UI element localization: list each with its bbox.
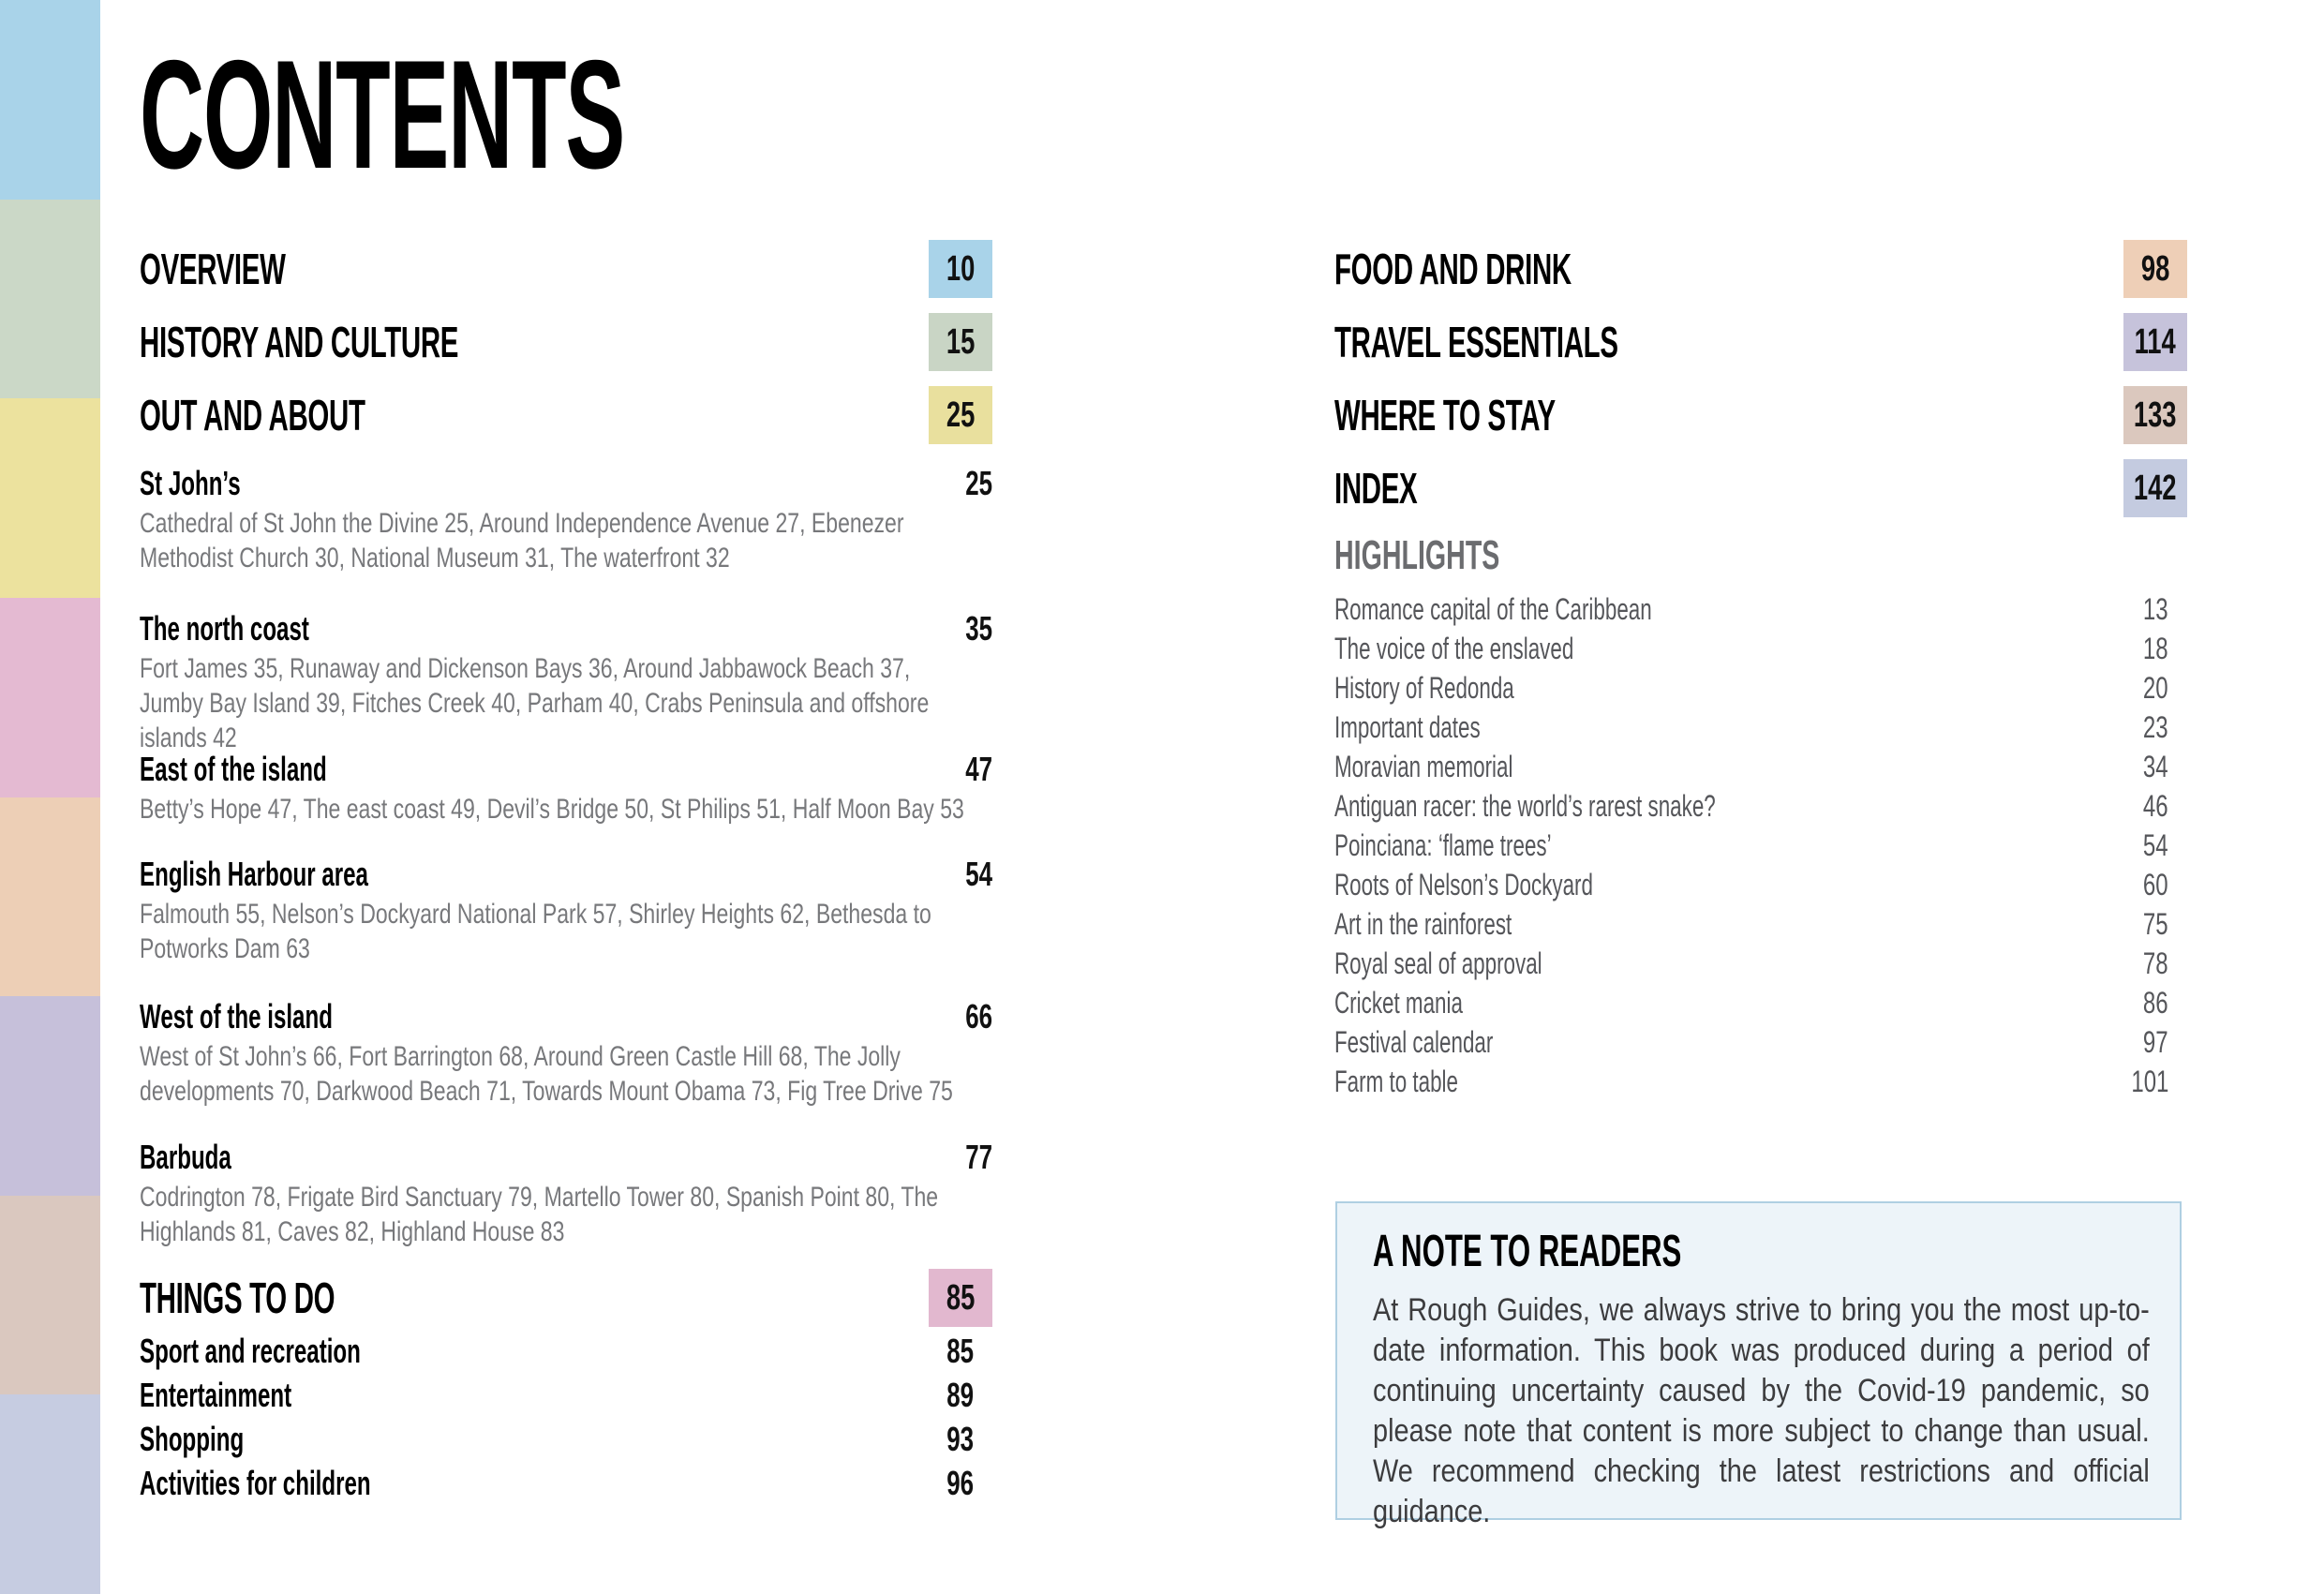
highlight-label: Poinciana: ‘flame trees’	[1334, 827, 1552, 862]
subsection-description: Falmouth 55, Nelson’s Dockyard National Park 57, Shirley Heights 62, Bethesda to Potworks Dam 63	[140, 899, 931, 964]
item-label: Shopping	[140, 1419, 245, 1458]
note-title: A NOTE TO READERS	[1373, 1227, 1682, 1276]
highlight-item[interactable]	[1334, 826, 2168, 865]
highlight-label: Festival calendar	[1334, 1024, 1494, 1059]
subsection-title: St John’s	[140, 464, 241, 502]
highlights-list	[1334, 589, 2168, 1101]
right-column	[1334, 0, 2187, 1594]
subsection-title: West of the island	[140, 997, 333, 1035]
toc-section-travel-essentials[interactable]	[1334, 313, 2187, 371]
highlight-item[interactable]	[1334, 944, 2168, 983]
highlight-label: Roots of Nelson’s Dockyard	[1334, 867, 1593, 901]
toc-section-history-and-culture[interactable]	[140, 313, 992, 371]
stripe-peach	[0, 797, 100, 997]
stripe-green	[0, 200, 100, 399]
page-number-box	[2123, 459, 2187, 517]
section-label: OUT AND ABOUT	[140, 391, 365, 439]
highlight-label: Moravian memorial	[1334, 749, 1513, 783]
page-number: 133	[2134, 395, 2177, 435]
highlights-heading: HIGHLIGHTS	[1334, 532, 1500, 578]
highlight-label: Royal seal of approval	[1334, 946, 1542, 980]
highlight-page-number: 13	[2143, 591, 2168, 626]
highlight-label: Cricket mania	[1334, 985, 1463, 1020]
toc-subsection-west-of-island[interactable]	[140, 996, 992, 1109]
subsection-title: The north coast	[140, 609, 309, 648]
highlight-item[interactable]	[1334, 786, 2168, 826]
left-column	[140, 0, 992, 1594]
section-label: INDEX	[1334, 464, 1418, 513]
toc-section-food-and-drink[interactable]	[1334, 240, 2187, 298]
highlight-page-number: 23	[2143, 709, 2168, 744]
highlight-item[interactable]	[1334, 1062, 2168, 1101]
section-label: WHERE TO STAY	[1334, 391, 1556, 439]
highlight-page-number: 18	[2143, 631, 2168, 665]
highlight-label: History of Redonda	[1334, 670, 1514, 705]
toc-item-entertainment[interactable]	[140, 1373, 974, 1417]
stripe-lavender	[0, 996, 100, 1196]
toc-subsection-st-johns[interactable]	[140, 463, 992, 575]
highlight-item[interactable]	[1334, 708, 2168, 747]
highlight-page-number: 34	[2143, 749, 2168, 783]
item-page-number: 96	[946, 1463, 974, 1502]
highlight-label: Farm to table	[1334, 1064, 1458, 1098]
toc-section-things-to-do[interactable]	[140, 1269, 992, 1327]
subsection-description: Cathedral of St John the Divine 25, Around Independence Avenue 27, Ebenezer Methodist Church 30, National Museum 31, The waterfront 32	[140, 508, 904, 574]
subsection-page-number: 25	[965, 464, 992, 502]
note-to-readers-box	[1335, 1201, 2182, 1529]
page-number-box	[2123, 313, 2187, 371]
page-title: CONTENTS	[140, 28, 625, 201]
page-number: 15	[946, 321, 976, 362]
stripe-pink	[0, 598, 100, 797]
highlight-label: Important dates	[1334, 709, 1481, 744]
stripe-blue	[0, 0, 100, 200]
highlight-page-number: 60	[2143, 867, 2168, 901]
subsection-title: Barbuda	[140, 1138, 231, 1176]
highlight-page-number: 75	[2143, 906, 2168, 941]
toc-subsection-english-harbour[interactable]	[140, 854, 992, 966]
toc-subsection-barbuda[interactable]	[140, 1137, 992, 1249]
page-number: 142	[2134, 468, 2177, 508]
highlight-label: Antiguan racer: the world’s rarest snake?	[1334, 788, 1716, 823]
page-number-box	[2123, 386, 2187, 444]
stripe-periwinkle	[0, 1394, 100, 1594]
highlight-item[interactable]	[1334, 589, 2168, 629]
page-number-box	[2123, 240, 2187, 298]
subsection-description: Betty’s Hope 47, The east coast 49, Devil’s Bridge 50, St Philips 51, Half Moon Bay 53	[140, 794, 964, 825]
highlight-page-number: 101	[2130, 1064, 2168, 1098]
subsection-page-number: 66	[965, 997, 992, 1035]
item-page-number: 85	[946, 1331, 974, 1370]
highlight-label: Art in the rainforest	[1334, 906, 1512, 941]
page-number-box	[929, 386, 992, 444]
section-label: FOOD AND DRINK	[1334, 245, 1572, 293]
highlight-item[interactable]	[1334, 904, 2168, 944]
note-body: At Rough Guides, we always strive to bring you the most up-to-date information. This book was produced during a period of continuing uncertainty caused by the Covid-19 pandemic, so please note that content is more subject to change than usual. We recommend checking the latest restrictions and official guidance.	[1373, 1292, 2150, 1529]
section-label: TRAVEL ESSENTIALS	[1334, 318, 1618, 366]
toc-item-activities-for-children[interactable]	[140, 1461, 974, 1505]
highlight-item[interactable]	[1334, 865, 2168, 904]
page-number-box	[929, 240, 992, 298]
toc-section-overview[interactable]	[140, 240, 992, 298]
highlight-item[interactable]	[1334, 1022, 2168, 1062]
subsection-page-number: 35	[965, 609, 992, 648]
toc-section-out-and-about[interactable]	[140, 386, 992, 444]
subsection-description: Codrington 78, Frigate Bird Sanctuary 79, Martello Tower 80, Spanish Point 80, The Highlands 81, Caves 82, Highland House 83	[140, 1182, 939, 1247]
subsection-description: West of St John’s 66, Fort Barrington 68, Around Green Castle Hill 68, The Jolly developments 70, Darkwood Beach 71, Towards Mount Obama 73, Fig Tree Drive 75	[140, 1041, 953, 1107]
highlight-item[interactable]	[1334, 629, 2168, 668]
highlight-page-number: 97	[2143, 1024, 2168, 1059]
page-number: 85	[946, 1277, 976, 1318]
section-label: THINGS TO DO	[140, 1274, 335, 1322]
highlight-item[interactable]	[1334, 747, 2168, 786]
item-label: Activities for children	[140, 1463, 371, 1502]
toc-item-sport-and-recreation[interactable]	[140, 1329, 974, 1373]
color-stripe-rail	[0, 0, 100, 1594]
highlight-item[interactable]	[1334, 983, 2168, 1022]
highlight-page-number: 20	[2143, 670, 2168, 705]
section-label: OVERVIEW	[140, 245, 286, 293]
item-label: Sport and recreation	[140, 1331, 361, 1370]
highlight-page-number: 46	[2143, 788, 2168, 823]
toc-section-index[interactable]	[1334, 459, 2187, 517]
toc-subsection-north-coast[interactable]	[140, 608, 992, 755]
subsection-title: East of the island	[140, 750, 327, 788]
toc-section-where-to-stay[interactable]	[1334, 386, 2187, 444]
highlight-page-number: 54	[2143, 827, 2168, 862]
page-number-box	[929, 1269, 992, 1327]
toc-subsection-east-of-island[interactable]	[140, 749, 992, 827]
item-page-number: 89	[946, 1375, 974, 1414]
subsection-title: English Harbour area	[140, 855, 368, 893]
subsection-page-number: 77	[965, 1138, 992, 1176]
page-number-box	[929, 313, 992, 371]
stripe-yellow	[0, 398, 100, 598]
subsection-page-number: 47	[965, 750, 992, 788]
subsection-page-number: 54	[965, 855, 992, 893]
page-number: 98	[2140, 248, 2170, 289]
page-number: 114	[2134, 321, 2177, 362]
item-label: Entertainment	[140, 1375, 292, 1414]
stripe-tan	[0, 1196, 100, 1395]
subsection-description: Fort James 35, Runaway and Dickenson Bays 36, Around Jabbawock Beach 37, Jumby Bay Island 39, Fitches Creek 40, Parham 40, Crabs Peninsula and offshore islands 42	[140, 653, 930, 753]
section-label: HISTORY AND CULTURE	[140, 318, 459, 366]
item-page-number: 93	[946, 1419, 974, 1458]
highlight-label: The voice of the enslaved	[1334, 631, 1574, 665]
highlight-label: Romance capital of the Caribbean	[1334, 591, 1652, 626]
highlight-page-number: 78	[2143, 946, 2168, 980]
toc-item-shopping[interactable]	[140, 1417, 974, 1461]
page-number: 10	[946, 248, 976, 289]
highlight-item[interactable]	[1334, 668, 2168, 708]
highlight-page-number: 86	[2143, 985, 2168, 1020]
page-number: 25	[946, 395, 976, 435]
